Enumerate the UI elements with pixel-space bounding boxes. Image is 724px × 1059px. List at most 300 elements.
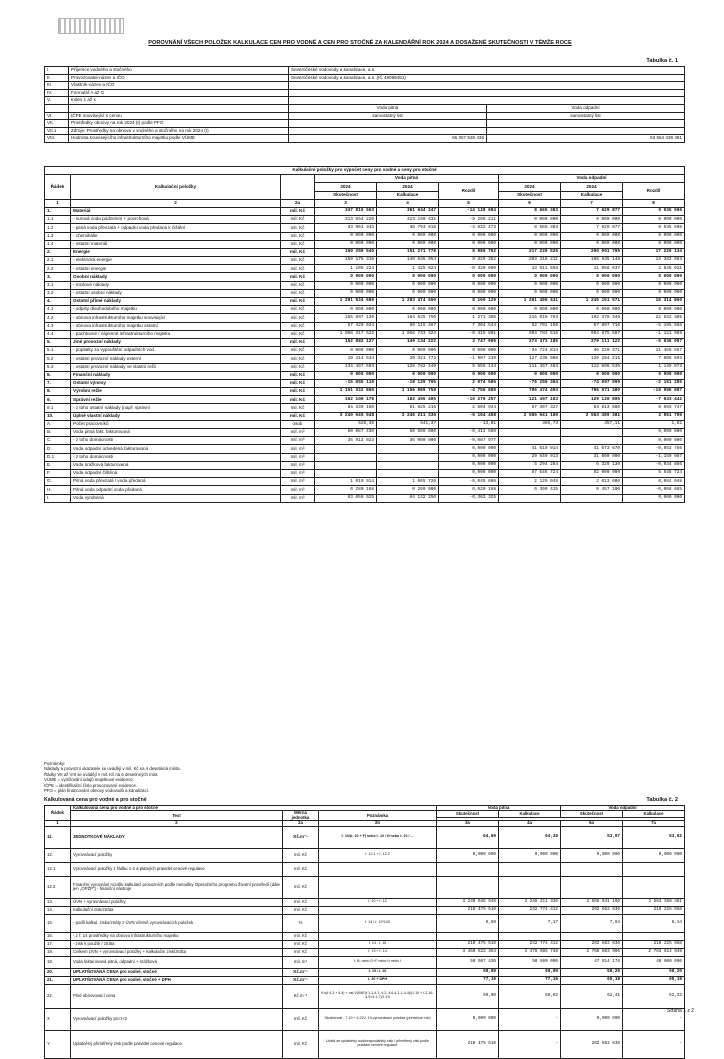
value-kalkulace-odpadni: 46 220 371	[561, 347, 623, 355]
value-skutecnost-pitna: 1 105 224	[315, 265, 377, 273]
row-text: Vyrovnávací položky z řádku 1-2 a platných pravidel cenové regulace	[71, 862, 283, 876]
value-skutecnost-odpadni: 7,84	[561, 914, 623, 932]
calculated-price-table	[44, 805, 685, 1059]
row-number: 22.	[45, 984, 71, 1008]
info-value-pitna	[289, 127, 487, 135]
value-skutecnost-pitna: 313 654 220	[315, 216, 377, 224]
value-skutecnost-pitna	[437, 862, 499, 876]
value-skutecnost-pitna: 210 475 510	[437, 906, 499, 914]
row-label: Materiál	[71, 207, 281, 215]
value-kalkulace-odpadni	[561, 437, 623, 445]
value-skutecnost-pitna: 35 912 023	[315, 437, 377, 445]
table2-caption: Kalkulovaná cena pro vodné a pro stočné	[71, 806, 437, 811]
value-kalkulace-odpadni: 57 897 716	[561, 322, 623, 330]
table-row	[45, 298, 685, 306]
value-skutecnost-pitna: 152 882 127	[315, 338, 377, 346]
row-text: Plné obnovovací cena	[71, 984, 283, 1008]
page-title: POROVNÁNÍ VŠECH POLOŽEK KALKULACE CEN PRO VODNÉ A CEN PRO STOČNÉ ZA KALENDÁŘNÍ ROK 2024 A DOSAŽENÉ SKUTEČNOSTI V TÉMŽE ROCE	[148, 40, 572, 46]
row-label: Jiné provozní náklady	[71, 338, 281, 346]
value-skutecnost-pitna: 33 961 343	[315, 224, 377, 232]
row-number: H.	[45, 486, 71, 494]
value-skutecnost-odpadni: 8 665 383	[499, 207, 561, 215]
value-kalkulace-odpadni: -	[623, 1030, 685, 1058]
table-row	[45, 240, 685, 248]
value-kalkulace-pitna: 64,28	[499, 826, 561, 848]
row-note	[319, 932, 437, 940]
note-line: Řádky VII až VIII se uvádějí v mil. Kč na 6 desetinných míst.	[44, 771, 159, 777]
value-kalkulace-pitna: 3 478 985 748	[499, 948, 561, 956]
value-skutecnost-pitna: 528,36	[315, 420, 377, 428]
value-skutecnost-odpadni: 2 565 941 160	[499, 412, 561, 420]
value-kalkulace-odpadni: -	[623, 1008, 685, 1030]
note-line: VÚME = vyúčtování údajů majetkové evidence.	[44, 777, 134, 783]
row-note: Skutečnost - 7.19 + 4.22V, 19-vyrovnávací položka (předchozí rok)	[319, 1008, 437, 1030]
value-skutecnost-odpadni: 5 294 264	[499, 461, 561, 469]
header-kalkulace: Kalkulace	[623, 811, 685, 818]
row-note: Ko(ř.4.3 + 4.4) + ost.VÚME(ř.1.1-4.1, 4.2, 4.6-4.1.1-4.4)/(1.19 + ř.2.16-4.5+4.1.7)/1.19	[319, 984, 437, 1008]
value-rozdil-pitna: -4 832 473	[439, 224, 499, 232]
row-unit: Kč.m⁻³	[283, 976, 319, 984]
value-kalkulace-odpadni: -74 097 099	[561, 379, 623, 387]
value-kalkulace-pitna: 0 260 000	[377, 486, 439, 494]
row-label: Voda odpadní čištěná	[71, 469, 281, 477]
row-unit: mil. m³	[281, 445, 315, 453]
row-number: 20.	[45, 968, 71, 976]
row-number: 1.4	[45, 240, 71, 248]
table-row	[45, 445, 685, 453]
value-skutecnost-pitna: 1 151 332 869	[315, 388, 377, 396]
value-rozdil-odpadni: 0 035 506	[623, 207, 685, 215]
row-label: - pitná voda převzatá + odpadní voda předaná k čištění	[71, 224, 281, 232]
value-skutecnost-pitna: 68,89	[437, 968, 499, 976]
value-rozdil-odpadni: 0 693 747	[623, 404, 685, 412]
table-row	[45, 388, 685, 396]
info-value-odpadni	[487, 127, 685, 135]
table-row	[45, 338, 685, 346]
value-skutecnost-pitna: 19 414 534	[315, 355, 377, 363]
value-skutecnost-odpadni: 1 261 496 431	[499, 298, 561, 306]
table-row	[45, 232, 685, 240]
value-skutecnost-pitna: 84 330 160	[315, 404, 377, 412]
row-text: Kalkulační zisk/ztráta	[71, 906, 283, 914]
value-skutecnost-odpadni: 202 662 636	[561, 940, 623, 948]
row-label: Správní režie	[71, 396, 281, 404]
table-row	[45, 486, 685, 494]
row-unit: mil. Kč	[281, 240, 315, 248]
row-unit: mil. m³	[281, 437, 315, 445]
row-unit: mil. Kč	[281, 281, 315, 289]
value-skutecnost-odpadni: 0 000 000	[499, 289, 561, 297]
row-label: Ostatní přímé náklady	[71, 298, 281, 306]
value-kalkulace-odpadni: 11 066 637	[561, 265, 623, 273]
value-skutecnost-odpadni: 87 646 724	[499, 469, 561, 477]
row-number: 6.	[45, 371, 71, 379]
company-logo	[58, 18, 124, 34]
column-number: 2	[71, 199, 281, 207]
value-kalkulace-pitna	[377, 469, 439, 477]
row-label: Voda srážková fakturovaná	[71, 461, 281, 469]
row-text: UPLATŇOVANÁ CENA pro vodné, stočné	[71, 968, 283, 976]
value-kalkulace-pitna: 182 455 405	[377, 396, 439, 404]
value-kalkulace-odpadni: 210 225 568	[623, 940, 685, 948]
value-rozdil-odpadni: 7 006 693	[623, 355, 685, 363]
info-row	[45, 82, 685, 90]
row-unit: mil. Kč	[281, 371, 315, 379]
value-skutecnost-odpadni: -76 259 384	[499, 379, 561, 387]
info-row	[45, 89, 685, 97]
value-kalkulace-pitna: 64 132 250	[377, 494, 439, 502]
value-kalkulace-odpadni: 0 000 000	[561, 371, 623, 379]
row-number: 2.	[45, 248, 71, 256]
row-unit: mil. Kč	[281, 412, 315, 420]
value-skutecnost-odpadni: 0 000 000	[499, 240, 561, 248]
value-skutecnost-odpadni: 993 783 518	[499, 330, 561, 338]
info-row-label: Prostředky obnovy na rok 2024 (t) podle PFO	[69, 120, 289, 128]
row-label: - z toho ostatní náklady (např. správní	[71, 404, 281, 412]
value-kalkulace-odpadni: 2 563 389 381	[561, 412, 623, 420]
value-kalkulace-pitna: 0 000 000	[377, 281, 439, 289]
row-label: Energie	[71, 248, 281, 256]
row-number: 5.3	[45, 363, 71, 371]
row-label: - obnova infrastrukturního majetku související	[71, 314, 281, 322]
info-row-number: VIII.	[45, 135, 69, 143]
value-skutecnost-odpadni: 58,20	[561, 968, 623, 976]
header-year: 2024	[499, 183, 561, 191]
value-rozdil-pitna: -0,087 977	[439, 437, 499, 445]
value-rozdil-pitna: 0,000 000	[439, 469, 499, 477]
value-skutecnost-odpadni: 202 662 636	[561, 1030, 623, 1058]
row-number: 1.1	[45, 216, 71, 224]
row-unit: mil. Kč	[281, 347, 315, 355]
row-unit: mil. Kč	[281, 396, 315, 404]
value-rozdil-pitna: 5 655 144	[439, 363, 499, 371]
value-rozdil-odpadni: -5 636 957	[623, 338, 685, 346]
value-kalkulace-pitna: -18 129 705	[377, 379, 439, 387]
row-unit: mil. Kč	[283, 948, 319, 956]
value-skutecnost-pitna: 3 240 045 948	[437, 898, 499, 906]
value-rozdil-pitna: -0 415 801	[439, 330, 499, 338]
info-row-number: V.	[45, 97, 69, 105]
value-kalkulace-pitna: 68,89	[499, 968, 561, 976]
table-row	[45, 862, 685, 876]
column-number: 1	[45, 199, 71, 207]
row-label: Osobní náklady	[71, 273, 281, 281]
header-year: 2024	[315, 183, 377, 191]
value-kalkulace-pitna: 1 065 720	[377, 478, 439, 486]
row-unit: Kč.m⁻³	[283, 984, 319, 1008]
column-number: 2b	[319, 821, 437, 826]
value-skutecnost-odpadni: 215 010 763	[499, 314, 561, 322]
table-row	[45, 906, 685, 914]
value-rozdil-pitna: 0 000 000	[439, 232, 499, 240]
header-skutecnost: Skutečnost	[437, 811, 499, 818]
value-kalkulace-pitna: 20 321 773	[377, 355, 439, 363]
value-skutecnost-pitna: 134 467 593	[315, 363, 377, 371]
value-rozdil-odpadni: 0 000 000	[623, 232, 685, 240]
table-row	[45, 932, 685, 940]
row-label: Pitná voda převzatá / voda předaná	[71, 478, 281, 486]
value-skutecnost-pitna: 0,000 000	[437, 1008, 499, 1030]
header-unit-empty	[281, 175, 315, 200]
value-kalkulace-pitna: -	[499, 1030, 561, 1058]
value-rozdil-pitna: 0,000 000	[439, 461, 499, 469]
value-rozdil-pitna: 0,000 000	[439, 453, 499, 461]
value-kalkulace-odpadni: 53,62	[623, 826, 685, 848]
value-kalkulace-odpadni: 1 245 151 571	[561, 298, 623, 306]
header-text: Text	[71, 811, 283, 821]
page-footer: Strana 1 z 2	[667, 1008, 694, 1014]
value-kalkulace-odpadni: 279 111 122	[561, 338, 623, 346]
header-kalkulace: Kalkulace	[377, 191, 439, 199]
value-skutecnost-odpadni: 29 849 913	[499, 453, 561, 461]
row-number: 19.	[45, 948, 71, 956]
row-unit: mil. Kč	[281, 330, 315, 338]
value-skutecnost-odpadni: 2 565 941 160	[561, 898, 623, 906]
header-rozdil: Rozdíl	[623, 183, 685, 199]
value-kalkulace-pitna: 151 271 778	[377, 248, 439, 256]
row-text: Uplatněný přiměřený zisk podle pravidel cenové regulace	[71, 1030, 283, 1058]
row-unit: mil. Kč	[281, 338, 315, 346]
value-rozdil-odpadni: 0 000 000	[623, 216, 685, 224]
header-rozdil: Rozdíl	[439, 183, 499, 199]
info-row-label: Zdroje: Prostředky na obnovu v vodného a stočného na rok 2024 (t)	[69, 127, 289, 135]
row-label: - ostatní provozní náklady externí	[71, 355, 281, 363]
row-unit: mil. m³	[281, 478, 315, 486]
value-rozdil-pitna: 2 074 586	[439, 379, 499, 387]
value-rozdil-odpadni: -7 633 442	[623, 396, 685, 404]
row-unit: mil. Kč	[281, 273, 315, 281]
column-number: 8	[623, 199, 685, 207]
value-kalkulace-odpadni: 112 606 536	[561, 363, 623, 371]
row-text: UPLATŇOVANÁ CENA pro vodné, stočné + DPH	[71, 976, 283, 984]
row-unit: mil. m³	[281, 429, 315, 437]
row-label: - z toho domácnosti	[71, 453, 281, 461]
value-skutecnost-odpadni: 273 473 185	[499, 338, 561, 346]
row-unit: mil. m³	[281, 486, 315, 494]
row-unit: mil. Kč	[283, 940, 319, 948]
info-row-label: Index 1 až x	[69, 97, 289, 105]
value-kalkulace-pitna: 1 283 474 560	[377, 298, 439, 306]
row-unit: mil. Kč	[281, 306, 315, 314]
value-rozdil-pitna: 0 000 000	[439, 306, 499, 314]
column-number: 7	[561, 199, 623, 207]
header-poznamka: Poznámka	[319, 811, 437, 821]
row-number: 4.4	[45, 330, 71, 338]
row-unit: mil. Kč	[281, 404, 315, 412]
value-skutecnost-odpadni: 0 000 000	[499, 216, 561, 224]
row-number: I.	[45, 494, 71, 502]
value-kalkulace-pitna: 0 000 000	[377, 240, 439, 248]
value-rozdil-odpadni: 14 383 063	[623, 257, 685, 265]
value-skutecnost-odpadni: 34 724 814	[499, 347, 561, 355]
row-number: G.	[45, 478, 71, 486]
row-label: Finanční náklady	[71, 371, 281, 379]
column-number: 4a	[499, 821, 561, 826]
value-skutecnost-odpadni: 786 474 493	[499, 388, 561, 396]
value-kalkulace-odpadni: 7 629 877	[561, 224, 623, 232]
value-kalkulace-pitna: 541,37	[377, 420, 439, 428]
value-kalkulace-pitna: 0 000 000	[377, 273, 439, 281]
value-rozdil-odpadni: 0,000 000	[623, 494, 685, 502]
value-rozdil-odpadni: 0 000 000	[623, 289, 685, 297]
value-kalkulace-odpadni: 48 000 000	[623, 956, 685, 968]
value-skutecnost-odpadni	[561, 876, 623, 898]
value-skutecnost-pitna: 0 000 000	[315, 306, 377, 314]
row-label: - ostatní osobní náklady	[71, 289, 281, 297]
table-row	[45, 968, 685, 976]
row-number: F.	[45, 469, 71, 477]
row-text: - zisk k použití / ztráta	[71, 940, 283, 948]
value-skutecnost-pitna: 6,50	[437, 914, 499, 932]
table-row	[45, 420, 685, 428]
row-number: 11.	[45, 826, 71, 848]
row-label: - surová voda podzemní + povrchová	[71, 216, 281, 224]
value-kalkulace-odpadni: 2 013 000	[561, 478, 623, 486]
info-row-value	[289, 89, 685, 97]
row-unit: mil. Kč	[281, 355, 315, 363]
table-row	[45, 437, 685, 445]
info-row-label: Formulář A až G	[69, 89, 289, 97]
row-note: ř. B, nebo D+F nebo H nebo I	[319, 956, 437, 968]
table-row	[45, 948, 685, 956]
value-kalkulace-pitna: 81 825 216	[377, 404, 439, 412]
row-text: Vyrovnávací položky	[71, 848, 283, 862]
value-skutecnost-odpadni	[499, 437, 561, 445]
value-kalkulace-odpadni: 65,18	[623, 976, 685, 984]
value-kalkulace-pitna: 1 425 824	[377, 265, 439, 273]
value-kalkulace-odpadni: 0 000 000	[561, 306, 623, 314]
table-row	[45, 347, 685, 355]
value-kalkulace-odpadni: 6 329 130	[561, 461, 623, 469]
value-kalkulace-odpadni: 796 571 380	[561, 388, 623, 396]
info-row-number: II.	[45, 74, 69, 82]
info-value-pitna	[289, 120, 487, 128]
row-note: ř. 10 + ř. 12	[319, 898, 437, 906]
row-number: 12.1	[45, 862, 71, 876]
value-rozdil-odpadni: 0 000 000	[623, 240, 685, 248]
row-note: ř. 10/(ř. 10 + F) nebo ř. 10 / H nebo ř. 10 / ...	[319, 826, 437, 848]
value-skutecnost-odpadni: 366,73	[499, 420, 561, 428]
row-label: - poplatky za vypouštění odpadních vod	[71, 347, 281, 355]
note-line: IČPE = identifikační číslo provozované evidence.	[44, 782, 138, 788]
value-skutecnost-odpadni: 111 457 463	[499, 363, 561, 371]
row-unit: mil. Kč	[283, 932, 319, 940]
value-rozdil-odpadni: 0,000 000	[623, 437, 685, 445]
table-row	[45, 429, 685, 437]
value-rozdil-pitna: -0 320 600	[439, 265, 499, 273]
table-row	[45, 956, 685, 968]
row-number: A.	[45, 420, 71, 428]
row-number: 3.1	[45, 281, 71, 289]
row-unit: mil. Kč	[283, 1030, 319, 1058]
value-skutecnost-odpadni: 0 000 000	[499, 232, 561, 240]
value-skutecnost-pitna: 210 475 510	[437, 940, 499, 948]
info-value-odpadni: samostatný list	[487, 112, 685, 120]
row-unit: mil. Kč	[281, 314, 315, 322]
column-number: 3a	[437, 821, 499, 826]
row-label: Ostatní výnosy	[71, 379, 281, 387]
value-kalkulace-pitna: 164 625 750	[377, 314, 439, 322]
value-skutecnost-odpadni	[561, 862, 623, 876]
row-note: ř. 14 / ř. 13*100	[319, 914, 437, 932]
value-kalkulace-pitna: 0 000 000	[377, 232, 439, 240]
value-rozdil-odpadni: -1,150 087	[623, 453, 685, 461]
row-number: 4.	[45, 298, 71, 306]
row-label: Voda vyrobená	[71, 494, 281, 502]
column-number: 5	[439, 199, 499, 207]
row-number: D.1	[45, 453, 71, 461]
note-line: Poznámky:	[44, 761, 66, 766]
info-value-odpadni: 53 564 438 481	[487, 135, 685, 143]
table1-caption: Kalkulační položky pro výpočet ceny pro vodné a ceny pro stočné	[45, 167, 685, 175]
row-number: 13.	[45, 898, 71, 906]
value-rozdil-odpadni: 5 646 724	[623, 469, 685, 477]
value-kalkulace-odpadni: 0 000 000	[561, 281, 623, 289]
value-skutecnost-pitna: 1 058 317 522	[315, 330, 377, 338]
row-label: - obnova infrastrukturního majetku ostatní	[71, 322, 281, 330]
value-rozdil-odpadni: -1 121 989	[623, 330, 685, 338]
info-row-number: III.	[45, 82, 69, 90]
row-text: Vyrovnávací položky pro t+2	[71, 1008, 283, 1030]
table-row	[45, 257, 685, 265]
value-kalkulace-odpadni: 0 457 100	[561, 486, 623, 494]
value-skutecnost-odpadni: 127 239 908	[499, 355, 561, 363]
table-row	[45, 322, 685, 330]
value-skutecnost-odpadni: 67 307 327	[499, 404, 561, 412]
table-row	[45, 363, 685, 371]
row-unit: mil. Kč	[281, 248, 315, 256]
value-kalkulace-pitna: 0,000 000	[499, 848, 561, 862]
info-value-odpadni: Voda odpadní	[487, 104, 685, 112]
table-row	[45, 469, 685, 477]
row-label: Výrobní režie	[71, 388, 281, 396]
row-number: 19.	[45, 956, 71, 968]
value-skutecnost-odpadni: 0,000 000	[561, 848, 623, 862]
row-unit: mil. m³	[281, 461, 315, 469]
value-kalkulace-pitna: 3 246 211 336	[377, 412, 439, 420]
value-kalkulace-odpadni: 31 000 000	[561, 453, 623, 461]
value-skutecnost-odpadni: 0 000 000	[499, 273, 561, 281]
value-rozdil-pitna: 0 000 000	[439, 240, 499, 248]
value-skutecnost-odpadni: 217 229 525	[499, 248, 561, 256]
header-year: 2024	[377, 183, 439, 191]
row-number: 4.1	[45, 306, 71, 314]
value-skutecnost-odpadni: 0 000 000	[499, 281, 561, 289]
value-skutecnost-odpadni: 0,000 000	[561, 1008, 623, 1030]
value-rozdil-pitna: 0 000 000	[439, 347, 499, 355]
value-rozdil-pitna: 0 000 000	[439, 371, 499, 379]
value-kalkulace-pitna: 50 500 000	[499, 956, 561, 968]
row-number: 15.	[45, 914, 71, 932]
row-label: - elektrická energie	[71, 257, 281, 265]
header-jednotka: Měrná jednotka	[283, 811, 319, 821]
value-kalkulace-odpadni: 129 120 805	[561, 396, 623, 404]
info-row-value: Severočeské vodovody a kanalizace, a.s. (IČ 49099451)	[289, 74, 685, 82]
value-skutecnost-pitna: 67 420 034	[315, 322, 377, 330]
info-row-label: Vlastník-název a IČO	[69, 82, 289, 90]
table1-caption-row	[45, 167, 685, 175]
row-unit: mil. Kč	[281, 257, 315, 265]
value-skutecnost-pitna: 210 475 510	[437, 1030, 499, 1058]
value-kalkulace-pitna: 128 782 449	[377, 363, 439, 371]
value-kalkulace-pitna: 0 000 000	[377, 289, 439, 297]
info-row	[45, 104, 685, 112]
row-unit: mil. Kč	[283, 848, 319, 862]
row-number: 1.3	[45, 232, 71, 240]
row-label: - pachtovné / nájemné infrastrukturního majetku	[71, 330, 281, 338]
value-kalkulace-odpadni: 41 673 670	[561, 445, 623, 453]
value-rozdil-pitna: -4 756 889	[439, 388, 499, 396]
